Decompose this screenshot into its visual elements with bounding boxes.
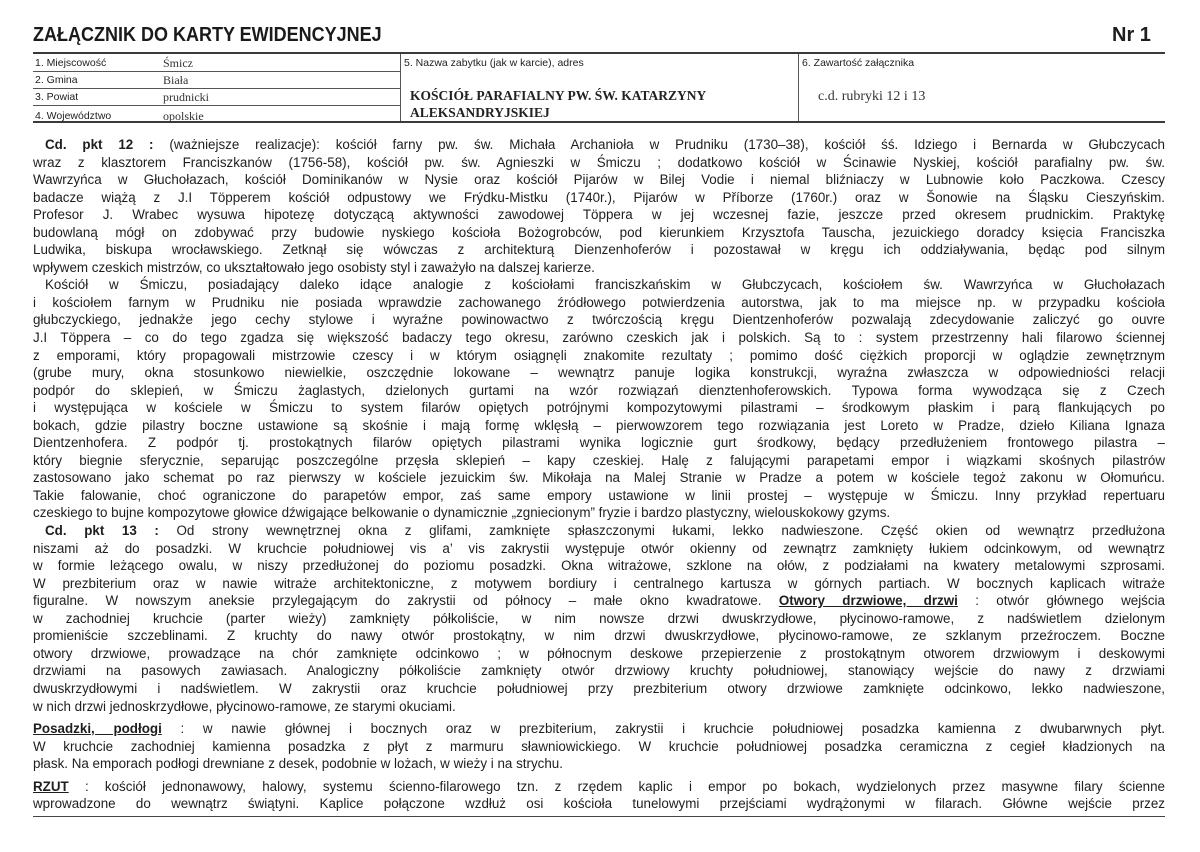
- line-text: Kościół w Śmiczu, posiadający daleko idące analogie z kościołami franciszkańskim w Głubczycach, kościołem św. Wawrzyńca w Głuchołazach: [45, 277, 1165, 293]
- line-text: który biegnie sferycznie, separując poszczególne przęsła sklepień – kapy czeskiej. Halę z falującymi parapetami empor i wiązkami skośnych pilastrów: [33, 452, 1165, 468]
- text-line: [33, 452, 1165, 470]
- line-text: bokach, gdzie pilastry boczne ustawione są skośnie i mają formę wklęsłą – pierwowzorem tego rozwiązania jest Loreto w Pradze, dzieło Kiliana Ignaza: [33, 417, 1165, 433]
- section-heading: Otwory drzwiowe, drzwi: [778, 593, 958, 609]
- monument-name: [410, 87, 706, 121]
- monument-name-label: 5. Nazwa zabytku (jak w karcie), adres: [404, 57, 584, 69]
- line-text: dwuskrzydłowymi i nadświetlem. W zakrystii oraz kruchcie południowej przy prezbiterium otwory drzwiowe zamknięte odcinkowo, lekko nadwieszone,: [33, 680, 1165, 696]
- text-line: [33, 294, 1165, 312]
- line-text: drzwiami na pasowych zawiasach. Analogiczny półkoliście zamknięty otwór drzwiowy kruchty południowej, stanowiący wejście do nawy z drzwiami: [33, 663, 1165, 679]
- text-line: [33, 487, 1165, 505]
- divider: [400, 54, 401, 121]
- line-text: budowlaną mógł on zdobywać przy budowie nyskiego kościoła Bożogrobców, pod kierunkiem Krzysztofa Tauscha, jezuickiego doradcy księcia Franciszka: [33, 224, 1165, 240]
- line-text: wpływem czeskich mistrzów, co ukształtowało jego osobisty styl i zaważyło na dalszej karierze.: [33, 259, 595, 275]
- line-text: : otwór głównego wejścia: [957, 593, 1165, 609]
- line-text: płask. Na emporach podłogi drewniane z desek, podobnie w lożach, w wieży i na strychu.: [33, 756, 563, 772]
- text-line: [33, 206, 1165, 224]
- line-text: w nich drzwi jednoskrzydłowe, płycinowo-ramowe, ze starymi okuciami.: [33, 698, 456, 714]
- document-number: Nr 1: [1112, 24, 1151, 46]
- record-header-table: [33, 52, 1165, 123]
- field-value: opolskie: [163, 109, 204, 123]
- text-line: [33, 575, 1165, 593]
- line-text: otwory drzwiowe, prowadzące na chór zamknięte odcinkowo ; w północnym deskowe przepierzenie z prostokątnym otworem drzwiowym i deskowymi: [33, 645, 1165, 661]
- line-text: Profesor J. Wrabec wysuwa hipotezę dotyczącą aktywności zawodowej Töppera w jej wczesnej fazie, jeszcze przed okresem prudnickim. Praktykę: [33, 207, 1165, 223]
- text-line: [33, 311, 1165, 329]
- field-label: 4. Województwo: [35, 110, 112, 122]
- line-text: promieniście szczeblinami. Z kruchty do nawy otwór prostokątny, w nim drzwi dwuskrzydłowe, płycinowo-ramowe, ze szklanym przeźroczem. Boczne: [33, 628, 1165, 644]
- text-line: [33, 680, 1165, 698]
- text-line: [33, 540, 1165, 558]
- section-lead: Cd. pkt 12 :: [45, 137, 154, 152]
- monument-name-line: KOŚCIÓŁ PARAFIALNY PW. ŚW. KATARZYNY: [410, 88, 707, 103]
- text-line: [33, 347, 1165, 365]
- line-text: z emporami, który propagowali mistrzowie czescy i w którym osiągnęli znakomite rezultaty ; pomimo dość ciężkich proporcji w oglądzie zewnętrznym: [33, 347, 1165, 363]
- text-line: [33, 154, 1165, 172]
- line-text: (ważniejsze realizacje): kościół farny pw. św. Michała Archanioła w Prudniku (1730–38), kościół śś. Idziego i Bernarda w Głubczycach: [153, 137, 1165, 152]
- text-line: [33, 329, 1165, 347]
- bottom-rule: [33, 816, 1165, 817]
- text-line: [33, 778, 1165, 796]
- document-title: ZAŁĄCZNIK DO KARTY EWIDENCYJNEJ: [33, 24, 382, 46]
- attachment-content-value: c.d. rubryki 12 i 13: [818, 89, 926, 104]
- document-body: [33, 136, 1165, 813]
- text-line: [33, 662, 1165, 680]
- monument-name-line: ALEKSANDRYJSKIEJ: [410, 105, 550, 120]
- line-text: czeskiego to bujne kompozytowe głowice dźwigające belkowanie o dynamicznie „zgniecionym” fryzie i bardzo plastyczny, wielouskokowy gzyms.: [33, 505, 891, 521]
- line-text: w formie leżącego owalu, w niszy przedłużonej do poziomu posadzki. Okna witrażowe, szklone na ołów, z podziałami na kwatery metalowymi szprosami.: [33, 558, 1165, 574]
- line-text: Takie falowanie, choć ograniczone do parapetów empor, zaś same empory ustawione w linii prostej – występuje w Śmiczu. Inny przykład repertuaru: [33, 487, 1165, 503]
- text-line: [33, 399, 1165, 417]
- line-text: W prezbiterium oraz w nawie witraże architektoniczne, z motywem bordiury i centralnego kartusza w górnych partiach. W bocznych kaplicach witraże: [33, 575, 1165, 591]
- field-value: Śmicz: [163, 56, 193, 70]
- paragraph: [33, 276, 1165, 522]
- text-line: [33, 364, 1165, 382]
- paragraph: [33, 136, 1165, 276]
- text-line: [33, 224, 1165, 242]
- line-text: podpór do sklepień, w Śmiczu żaglastych, dzielonych gurtami na wzór rozwiązań dienztenhoferowskich. Typowa forma wywodząca się z Czech: [33, 382, 1165, 398]
- line-text: wprowadzone do wewnątrz świątyni. Kaplice połączone wzdłuż osi kościoła tunelowymi przejściami wydrążonymi w filarach. Główne wejście przez: [33, 796, 1165, 812]
- text-line: [33, 276, 1165, 294]
- line-text: i kościołem farnym w Prudniku nie posiada wprawdzie zachowanego źródłowego potwierdzenia autorstwa, jak to ma miejsce np. w przypadku kościoła: [33, 294, 1165, 310]
- line-text: głubczyckiego, jednakże jego cechy stylowe i wyraźne powinowactwo z twórczością kręgu Dientzenhoferów pozwalają zdecydowanie zaliczyć go ouvre: [33, 312, 1165, 328]
- line-text: badacze wiążą z J.I Töpperem kościół odpustowy we Frýdku-Mistku (1740r.), Pijarów w Příborze (1760r.) oraz w Šonowie na Śląsku Cieszyńskim.: [33, 189, 1165, 205]
- text-line: [33, 469, 1165, 487]
- text-line: [33, 738, 1165, 756]
- field-value: prudnicki: [163, 90, 209, 104]
- attachment-content-label: 6. Zawartość załącznika: [802, 57, 915, 69]
- field-commune: [33, 71, 400, 89]
- section-lead: Cd. pkt 13 :: [45, 523, 159, 539]
- line-text: Od strony wewnętrznej okna z glifami, zamknięte spłaszczonymi łukami, lekko nadwieszone. Część okien od wewnątrz przedłużona: [158, 523, 1165, 539]
- text-line: [33, 627, 1165, 645]
- line-text: Wawrzyńca w Głuchołazach, kościół Dominikanów w Nysie oraz kościół Pijarów w Bilej Vodie i niemal bliźniaczy w Lubnowie koło Paczkowa. Czescy: [33, 172, 1165, 188]
- paragraph: [33, 778, 1165, 813]
- field-label: 3. Powiat: [35, 91, 79, 103]
- text-line: [33, 645, 1165, 663]
- paragraph: [33, 522, 1165, 715]
- field-voivodeship: [33, 105, 400, 123]
- text-line: [33, 522, 1165, 540]
- line-text: i występująca w kościele w Śmiczu to system filarów opiętych potrójnymi kompozytowymi pilastrami – środkowym płaskim i parą flankujących po: [33, 400, 1165, 416]
- text-line: [33, 189, 1165, 207]
- text-line: [33, 720, 1165, 738]
- text-line: [33, 610, 1165, 628]
- line-text: J.I Töppera – co do tego zgadza się większość badaczy tego okresu, zarówno czeskich jak i polskich. Są to : system przestrzenny hali filarowo ściennej: [33, 330, 1165, 346]
- text-line: [33, 259, 1165, 277]
- text-line: [33, 504, 1165, 522]
- text-line: [33, 795, 1165, 813]
- field-value: Biała: [163, 73, 189, 87]
- paragraph: [33, 720, 1165, 773]
- line-text: Ludwika, biskupa wrocławskiego. Zetknął się wówczas z architekturą Dienzenhoferów i pozostawał w kręgu ich oddziaływania, będąc pod silnym: [33, 242, 1165, 258]
- text-line: [33, 592, 1165, 610]
- text-line: [33, 698, 1165, 716]
- section-heading: Posadzki, podłogi: [33, 721, 162, 737]
- line-text: (grube mury, okna stosunkowo niewielkie, oszczędnie lokowane – wewnątrz panuje logika konstrukcji, wyraźna zwłaszcza w odpowiedniości relacji: [33, 365, 1165, 381]
- line-text: zastosowano jako schemat po raz pierwszy w kościele jezuickim św. Mikołaja na Malej Stranie w Pradze a potem w kościele tegoż zakonu w Ołomuńcu.: [33, 470, 1165, 486]
- field-label: 1. Miejscowość: [35, 57, 107, 69]
- text-line: [33, 171, 1165, 189]
- line-text: : kościół jednonawowy, halowy, systemu ścienno-filarowego tzn. z rzędem kaplic i empor po bokach, wydzielonych przez masywne filary ścienne: [68, 778, 1165, 794]
- field-district: [33, 88, 400, 106]
- text-line: [33, 434, 1165, 452]
- line-text: Dientzenhofera. Z podpór tj. prostokątnych filarów opiętych pilastrami wynika logicznie gurt środkowy, będący przedłużeniem frontowego pilastra –: [33, 435, 1165, 451]
- line-text: wraz z klasztorem Franciszkanów (1756-58), kościół pw. św. Agnieszki w Śmiczu ; dodatkowo kościół w Ścinawie Nyskiej, kościół parafialny pw. św.: [33, 154, 1165, 170]
- line-text: w zachodniej kruchcie (parter wieży) zamknięty półkoliście, w nim nowsze drzwi dwuskrzydłowe, płycinowo-ramowe, z nadświetlem dzielonym: [33, 610, 1165, 626]
- line-text: : w nawie głównej i bocznych oraz w prezbiterium, zakrystii i kruchcie południowej posadzka kamienna z dwubarwnych płyt.: [161, 721, 1165, 737]
- text-line: [33, 557, 1165, 575]
- text-line: [33, 241, 1165, 259]
- line-text: niszami aż do posadzki. W kruchcie południowej vis a’ vis zakrystii występuje otwór okienny od zewnątrz zamknięty łukiem odcinkowym, od wewnątrz: [33, 540, 1165, 556]
- text-line: [33, 755, 1165, 773]
- text-line: [33, 382, 1165, 400]
- section-heading: RZUT: [33, 778, 69, 794]
- text-line: [33, 136, 1165, 154]
- divider: [798, 54, 799, 121]
- text-line: [33, 417, 1165, 435]
- field-label: 2. Gmina: [35, 74, 78, 86]
- line-text: figuralne. W nowszym aneksie przylegającym do zakrystii od północy – małe okno kwadratowe.: [33, 593, 779, 609]
- line-text: W kruchcie zachodniej kamienna posadzka z płyt z marmuru sławniowickiego. W kruchcie południowej posadzka ceramiczna z cegieł kładzionych na: [33, 738, 1165, 754]
- field-locality: [33, 54, 400, 72]
